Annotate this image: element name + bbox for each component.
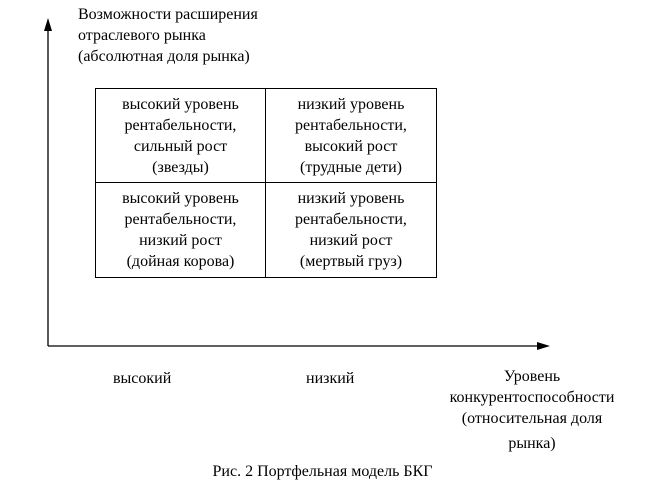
matrix-cell-dead-weight: [266, 183, 436, 277]
x-axis-title: [422, 366, 642, 454]
cell-text-line: (мертвый груз): [299, 253, 403, 270]
cell-text-line: низкий рост: [309, 232, 393, 249]
y-axis-title-line: Возможности расширения: [78, 6, 258, 23]
y-axis-title-line: (абсолютная доля рынка): [78, 48, 250, 65]
matrix-cell-cash-cow: [96, 183, 266, 277]
cell-text-line: рентабельности,: [295, 116, 407, 134]
cell-text-line: (звезды): [152, 158, 209, 176]
cell-text-line: рентабельности,: [295, 211, 407, 228]
cell-text-line: низкий уровень: [297, 190, 405, 207]
matrix-cell-problem-children: [266, 89, 436, 183]
cell-text-line: рентабельности,: [124, 211, 237, 228]
cell-text-line: (трудные дети): [300, 158, 402, 176]
x-axis-title-line: Уровень: [503, 368, 561, 385]
x-axis-arrowhead: [537, 342, 550, 350]
y-axis-title-line: отраслевого рынка: [78, 27, 206, 44]
cell-text-line: низкий уровень: [297, 95, 405, 113]
x-axis-title-line: (относительная доля: [461, 410, 603, 427]
x-axis-label-low: низкий: [306, 370, 355, 387]
cell-text-line: рентабельности,: [124, 116, 237, 134]
bcg-matrix: [95, 88, 437, 278]
y-axis-title: [78, 4, 318, 67]
x-axis-label-high: высокий: [113, 370, 172, 387]
cell-text-line: сильный рост: [133, 137, 228, 155]
cell-text-line: высокий уровень: [122, 95, 239, 113]
cell-text-line: высокий рост: [304, 137, 398, 155]
x-axis-title-line: рынка): [508, 435, 556, 452]
x-axis-title-line: конкурентоспособности: [449, 389, 615, 406]
figure-caption: Рис. 2 Портфельная модель БКГ: [212, 463, 433, 480]
cell-text-line: низкий рост: [139, 232, 222, 249]
cell-text-line: (дойная корова): [126, 253, 235, 270]
cell-text-line: высокий уровень: [122, 190, 239, 207]
y-axis-arrowhead: [44, 18, 52, 31]
matrix-cell-stars: [96, 89, 266, 183]
